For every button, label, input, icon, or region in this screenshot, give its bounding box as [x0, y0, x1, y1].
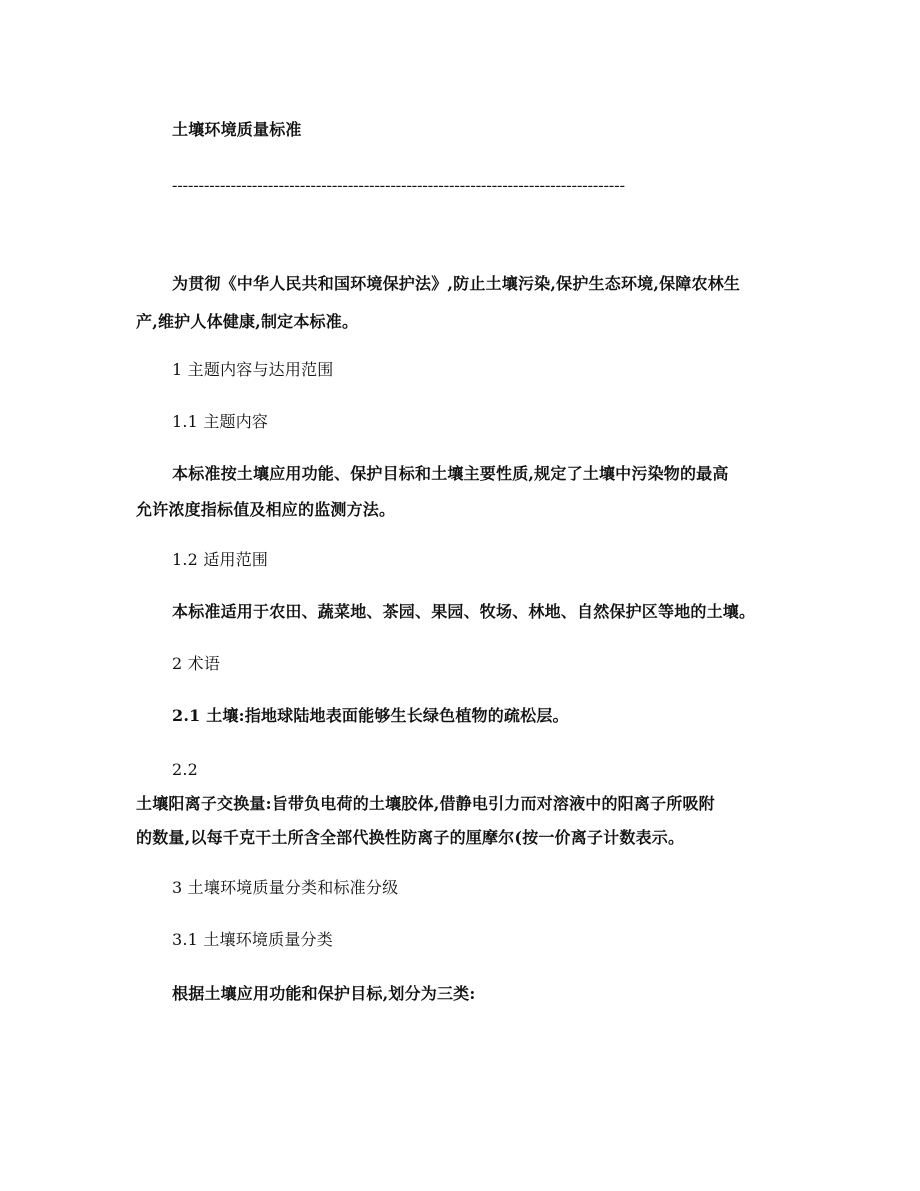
- section-1-1-heading: 1.1 主题内容: [172, 412, 269, 431]
- section-1-2-text: 本标准适用于农田、蔬菜地、茶园、果园、牧场、林地、自然保护区等地的土壤。: [172, 602, 756, 621]
- section-2-2-text-line-2: 的数量,以每千克干土所含全部代换性防离子的厘摩尔(按一价离子计数表示。: [136, 828, 685, 847]
- section-2-1-text: 2.1 土壤:指地球陆地表面能够生长绿色植物的疏松层。: [172, 706, 569, 725]
- section-2-2-text-line-1: 土壤阳离子交换量:旨带负电荷的土壤胶体,借静电引力而对溶液中的阳离子所吸附: [136, 794, 715, 813]
- section-1-2-heading: 1.2 适用范围: [172, 550, 269, 569]
- section-3-1-heading: 3.1 土壤环境质量分类: [172, 930, 333, 949]
- section-3-1-text: 根据土壤应用功能和保护目标,划分为三类:: [172, 984, 476, 1003]
- intro-paragraph-line-1: 为贯彻《中华人民共和国环境保护法》,防止土壤污染,保护生态环境,保障农林生: [172, 274, 741, 293]
- document-title: 土壤环境质量标准: [172, 120, 302, 139]
- separator-line: -------------------------------------------------------------------------------------: [172, 177, 625, 194]
- section-1-1-text-line-1: 本标准按土壤应用功能、保护目标和土壤主要性质,规定了土壤中污染物的最高: [172, 464, 729, 483]
- intro-paragraph-line-2: 产,维护人体健康,制定本标准。: [136, 312, 359, 331]
- section-3-heading: 3 土壤环境质量分类和标准分级: [172, 878, 399, 897]
- section-1-heading: 1 主题内容与达用范围: [172, 360, 334, 379]
- section-2-heading: 2 术语: [172, 654, 221, 673]
- section-2-2-number: 2.2: [172, 760, 199, 779]
- section-1-1-text-line-2: 允许浓度指标值及相应的监测方法。: [136, 500, 396, 519]
